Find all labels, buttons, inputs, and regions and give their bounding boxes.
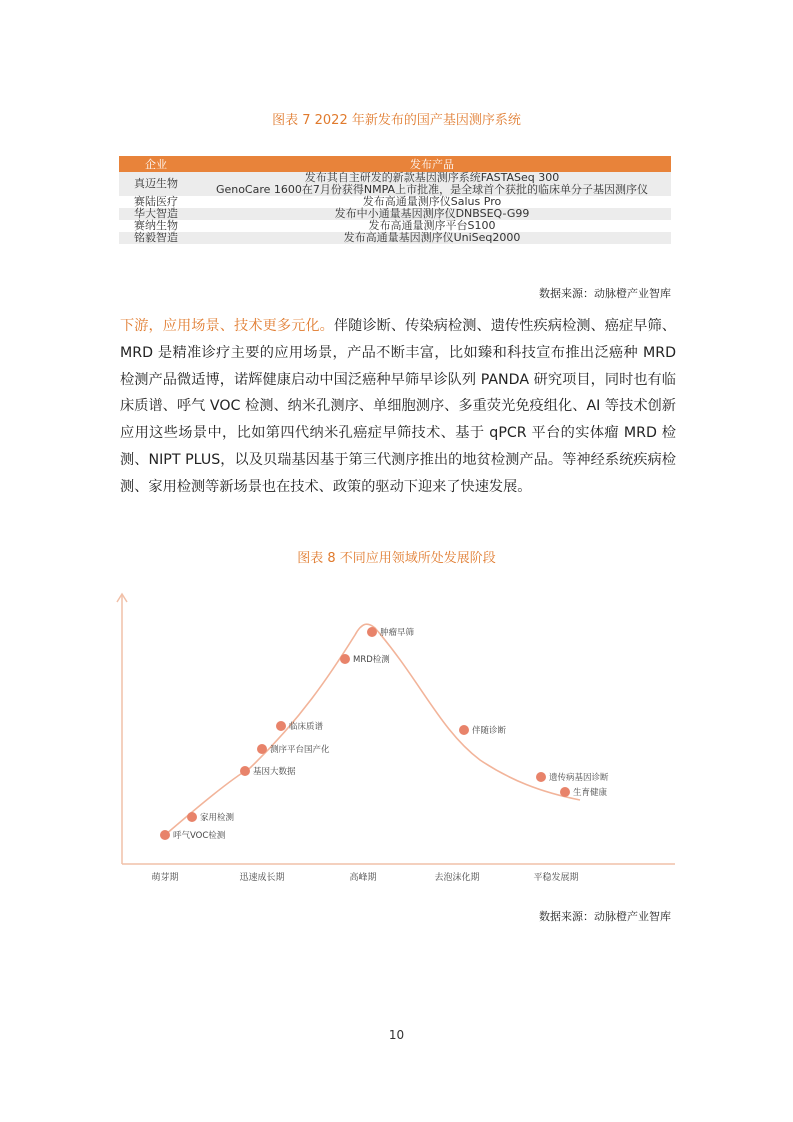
product-cell: 发布高通量测序仪Salus Pro [193,196,671,208]
company-cell: 赛纳生物 [119,220,193,232]
x-tick-label: 平稳发展期 [533,873,579,883]
x-tick-label: 高峰期 [349,873,377,883]
data-point [187,812,197,822]
header-product: 发布产品 [193,156,671,172]
data-point [340,654,350,664]
data-point [160,830,170,840]
product-table [119,156,671,244]
company-cell: 赛陆医疗 [119,196,193,208]
body-paragraph [120,313,676,501]
data-point [240,766,250,776]
figure8-caption: 图表 8 不同应用领域所处发展阶段 [297,551,496,566]
product-cell: 发布高通量测序平台S100 [193,220,671,232]
page-number: 10 [388,1028,405,1042]
point-label: 临床质谱 [289,722,324,732]
point-label: 肿瘤早筛 [380,628,415,638]
point-label: MRD检测 [353,655,390,665]
point-label: 生育健康 [573,788,608,798]
data-point [276,721,286,731]
point-label: 遗传病基因诊断 [549,773,609,783]
product-line: 发布其自主研发的新款基因测序系统FASTASeq 300 [304,171,560,184]
company-cell: 华大智造 [119,208,193,220]
x-tick-label: 去泡沫化期 [434,873,480,883]
point-label: 家用检测 [200,813,235,823]
company-cell: 铭毅智造 [119,232,193,244]
point-label: 基因大数据 [253,767,296,777]
data-point [459,725,469,735]
table-row [119,232,671,244]
point-label: 伴随诊断 [472,726,507,736]
figure7-source: 数据来源：动脉橙产业智库 [539,287,671,300]
data-point [536,772,546,782]
product-cell: 发布高通量基因测序仪UniSeq2000 [193,232,671,244]
product-cell: 发布中小通量基因测序仪DNBSEQ-G99 [193,208,671,220]
table-row [119,172,671,196]
point-label: 测序平台国产化 [270,745,330,755]
product-line: GenoCare 1600在7月份获得NMPA上市批准，是全球首个获批的临床单分子基因测序仪 [215,183,649,196]
data-point [560,787,570,797]
x-tick-label: 迅速成长期 [239,873,285,883]
paragraph-text: 伴随诊断、传染病检测、遗传性疾病检测、癌症早筛、MRD 是精准诊疗主要的应用场景，产品不断丰富，比如臻和科技宣布推出泛癌种 MRD 检测产品微适博，诺辉健康启动中国泛癌种早筛早诊队列 PANDA 研究项目，同时也有临床质谱、呼气 VOC 检测、纳米孔测序、单细胞测序、多重荧光免疫组化、AI 等技术创新应用这些场景中，比如第四代纳米孔癌症早筛技术、基于 qPCR 平台的实体瘤 MRD 检测、NIPT PLUS，以及贝瑞基因基于第三代测序推出的地贫检测产品。等神经系统疾病检测、家用检测等新场景也在技术、政策的驱动下迎来了快速发展。 [120,318,676,495]
figure7-caption: 图表 7 2022 年新发布的国产基因测序系统 [272,113,521,128]
company-cell: 真迈生物 [119,172,193,196]
figure8-source: 数据来源：动脉橙产业智库 [539,910,671,923]
data-point [257,744,267,754]
product-cell [193,172,671,196]
header-company: 企业 [119,156,193,172]
table-header-row [119,156,671,172]
stage-chart [0,580,793,890]
point-label: 呼气VOC检测 [173,831,226,841]
data-point [367,627,377,637]
x-tick-label: 萌芽期 [151,873,179,883]
paragraph-highlight: 下游，应用场景、技术更多元化。 [120,318,334,334]
